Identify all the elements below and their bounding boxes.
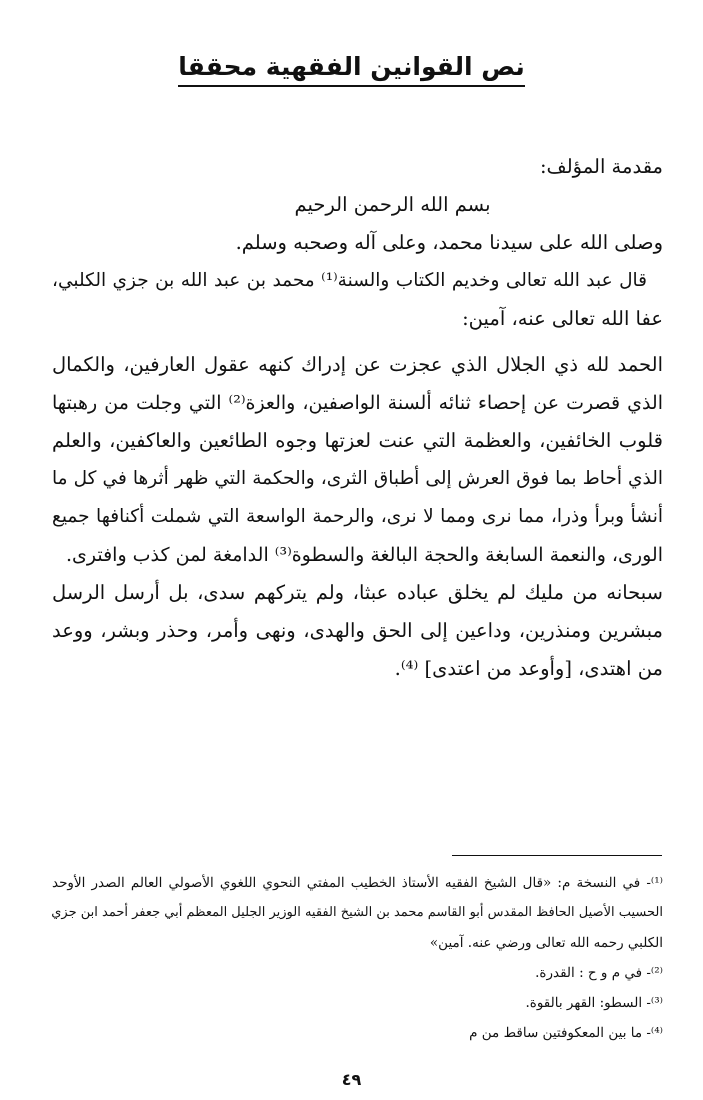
footnote-line: الكلبي رحمه الله تعالى ورضي عنه. آمين» bbox=[429, 935, 663, 951]
page-title bbox=[0, 52, 703, 87]
footnote-line: ⁽²⁾- في م و ح : القدرة. bbox=[535, 965, 663, 981]
page-number: ٤٩ bbox=[341, 1070, 362, 1089]
footnote-line: الحسيب الأصيل الحافظ المقدس أبو القاسم محمد بن الشيخ الفقيه الوزير الجليل المعظم أبي جعفر أحمد ابن جزي bbox=[51, 905, 663, 920]
text-line-7: الذي أحاط بما فوق العرش إلى أطباق الثرى، والحكمة التي ظهر أثرها في كل ما bbox=[52, 468, 663, 489]
text-line-8: أنشأ وبرأ وذرا، مما نرى ومما لا نرى، والرحمة الواسعة التي شملت أكنافها جميع bbox=[52, 506, 663, 527]
text-line-10: سبحانه من مليك لم يخلق عباده عبثا، ولم يتركهم سدى، بل أرسل الرسل bbox=[52, 581, 663, 604]
footnote-separator bbox=[452, 855, 662, 856]
text-line-5: الذي قصرت عن إحصاء ثنائه ألسنة الواصفين، والعزة⁽²⁾ التي وجلت من رهبتها bbox=[52, 392, 663, 414]
text-line-6: قلوب الخائفين، والعظمة التي عنت لعزتها وجوه الطائعين والعاكفين، والعلم bbox=[52, 429, 663, 452]
page-title-text: نص القوانين الفقهية محققا bbox=[178, 52, 525, 87]
text-line-4: الحمد لله ذي الجلال الذي عجزت عن إدراك كنهه عقول العارفين، والكمال bbox=[52, 353, 663, 376]
basmala: بسم الله الرحمن الرحيم bbox=[294, 193, 491, 216]
text-line-1: وصلى الله على سيدنا محمد، وعلى آله وصحبه وسلم. bbox=[235, 231, 663, 254]
footnote-line: ⁽³⁾- السطو: القهر بالقوة. bbox=[525, 995, 663, 1011]
footnote-line: ⁽¹⁾- في النسخة م: «قال الشيخ الفقيه الأستاذ الخطيب المفتي النحوي اللغوي الأصولي العالم الصدر الأوحد bbox=[52, 875, 663, 891]
text-line-2: قال عبد الله تعالى وخديم الكتاب والسنة⁽¹⁾ محمد بن عبد الله بن جزي الكلبي، bbox=[52, 270, 647, 291]
text-line-9: الورى، والنعمة السابغة والحجة البالغة والسطوة⁽³⁾ الدامغة لمن كذب وافترى. bbox=[65, 544, 663, 566]
text-line-12: من اهتدى، [وأوعد من اعتدى] ⁽⁴⁾. bbox=[394, 657, 663, 680]
text-line-11: مبشرين ومنذرين، وداعين إلى الحق والهدى، ونهى وأمر، وحذر وبشر، ووعد bbox=[52, 619, 663, 642]
footnote-line: ⁽⁴⁾- ما بين المعكوفتين ساقط من م bbox=[469, 1025, 663, 1041]
preface-heading: مقدمة المؤلف: bbox=[539, 155, 663, 178]
text-line-3: عفا الله تعالى عنه، آمين: bbox=[462, 307, 663, 330]
main-text bbox=[52, 148, 663, 688]
footnotes bbox=[52, 868, 663, 1048]
